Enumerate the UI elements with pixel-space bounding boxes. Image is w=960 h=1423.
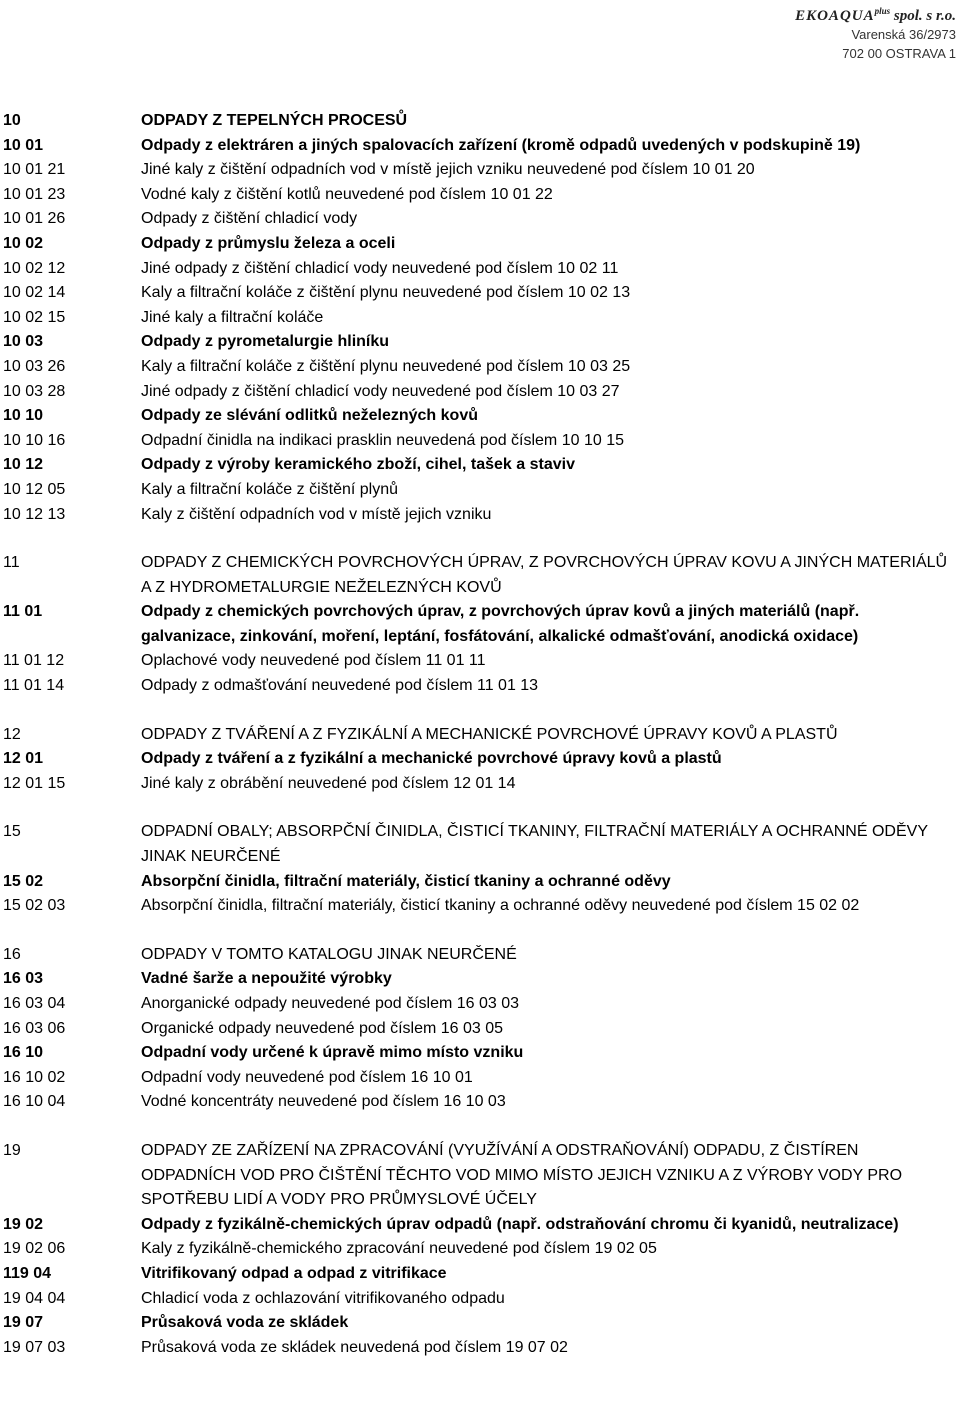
waste-description: Kaly z čištění odpadních vod v místě jejich vzniku bbox=[141, 505, 492, 523]
catalog-row bbox=[3, 281, 953, 306]
waste-code: 16 03 04 bbox=[3, 995, 66, 1012]
catalog-row bbox=[3, 1066, 953, 1091]
waste-code: 10 01 26 bbox=[3, 210, 66, 228]
waste-description: ODPADNÍ OBALY; ABSORPČNÍ ČINIDLA, ČISTICÍ TKANINY, FILTRAČNÍ MATERIÁLY A OCHRANNÉ ODĚVY JINAK NEURČENÉ bbox=[141, 823, 928, 866]
catalog-row bbox=[3, 894, 953, 919]
waste-description: Odpady z chemických povrchových úprav, z povrchových úprav kovů a jiných materiálů (např. galvanizace, zinkování, moření, leptání, fosfátování, alkalické odmašťování, anodická oxidace) bbox=[141, 603, 860, 645]
catalog-row bbox=[3, 503, 953, 528]
catalog-row bbox=[3, 747, 953, 772]
waste-description: Odpady z elektráren a jiných spalovacích zařízení (kromě odpadů uvedených v podskupině 19) bbox=[141, 136, 861, 154]
waste-description: Jiné kaly z obrábění neuvedené pod číslem 12 01 14 bbox=[141, 774, 516, 792]
catalog-row bbox=[3, 330, 953, 355]
waste-description: Chladicí voda z ochlazování vitrifikovaného odpadu bbox=[141, 1289, 505, 1307]
waste-description: Jiné odpady z čištění chladicí vody neuvedené pod číslem 10 03 27 bbox=[141, 382, 620, 400]
waste-description: Kaly a filtrační koláče z čištění plynů bbox=[141, 480, 399, 498]
catalog-row bbox=[3, 355, 953, 380]
address-street: Varenská 36/2973 bbox=[851, 27, 956, 42]
waste-code: 10 01 23 bbox=[3, 185, 66, 203]
waste-description: Odpady z průmyslu železa a oceli bbox=[141, 234, 396, 252]
waste-code: 10 12 05 bbox=[3, 480, 66, 498]
waste-code: 19 02 bbox=[3, 1215, 44, 1233]
catalog-row bbox=[3, 551, 953, 600]
waste-description: Oplachové vody neuvedené pod číslem 11 01 11 bbox=[141, 652, 486, 670]
waste-description: Odpady z výroby keramického zboží, cihel, tašek a staviv bbox=[141, 456, 575, 474]
waste-description: Průsaková voda ze skládek neuvedená pod číslem 19 07 02 bbox=[141, 1338, 568, 1356]
catalog-row bbox=[3, 404, 953, 429]
catalog-row bbox=[3, 1287, 953, 1312]
catalog-row bbox=[3, 478, 953, 503]
waste-description: Vodné kaly z čištění kotlů neuvedené pod číslem 10 01 22 bbox=[141, 185, 553, 203]
waste-description: Anorganické odpady neuvedené pod číslem 16 03 03 bbox=[141, 995, 520, 1012]
waste-code: 19 07 03 bbox=[3, 1338, 66, 1356]
waste-description: Odpadní vody určené k úpravě mimo místo vzniku bbox=[141, 1044, 524, 1062]
catalog-row bbox=[3, 1090, 953, 1115]
waste-description: Jiné kaly a filtrační koláče bbox=[141, 308, 324, 326]
catalog-row bbox=[3, 992, 953, 1017]
catalog-row bbox=[3, 1336, 953, 1361]
waste-code: 11 01 14 bbox=[3, 677, 65, 695]
waste-code: 10 01 21 bbox=[3, 161, 66, 179]
catalog-row bbox=[3, 1262, 953, 1287]
waste-code: 12 01 15 bbox=[3, 774, 66, 792]
waste-code: 19 bbox=[3, 1141, 21, 1159]
waste-code: 16 10 02 bbox=[3, 1068, 66, 1086]
waste-code: 12 01 bbox=[3, 750, 44, 768]
waste-catalog bbox=[3, 109, 953, 1384]
waste-code: 10 02 12 bbox=[3, 259, 66, 277]
document-header bbox=[795, 2, 956, 63]
catalog-row bbox=[3, 674, 953, 699]
waste-code: 19 07 bbox=[3, 1314, 44, 1332]
waste-code: 10 12 13 bbox=[3, 505, 66, 523]
catalog-row bbox=[3, 943, 953, 968]
catalog-row bbox=[3, 1213, 953, 1238]
waste-code: 19 02 06 bbox=[3, 1240, 66, 1258]
waste-description: ODPADY Z TEPELNÝCH PROCESŮ bbox=[141, 112, 408, 129]
waste-description: Vodné koncentráty neuvedené pod číslem 16 10 03 bbox=[141, 1093, 506, 1111]
waste-code: 11 01 12 bbox=[3, 652, 65, 670]
address-city: 702 00 OSTRAVA 1 bbox=[842, 46, 956, 61]
catalog-row bbox=[3, 649, 953, 674]
waste-code: 15 02 03 bbox=[3, 897, 66, 915]
waste-description: Odpady ze slévání odlitků neželezných kovů bbox=[141, 407, 478, 425]
catalog-row bbox=[3, 158, 953, 183]
waste-code: 10 02 bbox=[3, 234, 44, 252]
catalog-section bbox=[3, 820, 953, 918]
catalog-row bbox=[3, 109, 953, 134]
waste-description: ODPADY Z TVÁŘENÍ A Z FYZIKÁLNÍ A MECHANICKÉ POVRCHOVÉ ÚPRAVY KOVŮ A PLASTŮ bbox=[141, 725, 838, 743]
catalog-row bbox=[3, 967, 953, 992]
waste-code: 10 02 14 bbox=[3, 284, 66, 302]
waste-description: Vitrifikovaný odpad a odpad z vitrifikace bbox=[141, 1264, 447, 1282]
waste-description: Odpadní činidla na indikaci prasklin neuvedená pod číslem 10 10 15 bbox=[141, 431, 624, 449]
waste-code: 119 04 bbox=[3, 1264, 52, 1282]
waste-description: Vadné šarže a nepoužité výrobky bbox=[141, 970, 392, 988]
catalog-row bbox=[3, 134, 953, 159]
waste-description: Jiné kaly z čištění odpadních vod v místě jejich vzniku neuvedené pod číslem 10 01 20 bbox=[141, 161, 755, 179]
waste-description: Absorpční činidla, filtrační materiály, čisticí tkaniny a ochranné oděvy neuvedené pod číslem 15 02 02 bbox=[141, 897, 860, 915]
waste-description: Odpady z odmašťování neuvedené pod číslem 11 01 13 bbox=[141, 677, 539, 695]
catalog-row bbox=[3, 1017, 953, 1042]
waste-code: 10 03 bbox=[3, 333, 44, 351]
catalog-row bbox=[3, 600, 953, 649]
catalog-row bbox=[3, 257, 953, 282]
company-name: EKOAQUA bbox=[795, 8, 875, 24]
waste-description: Průsaková voda ze skládek bbox=[141, 1314, 349, 1332]
catalog-section bbox=[3, 551, 953, 699]
waste-code: 19 04 04 bbox=[3, 1289, 66, 1307]
waste-code: 16 10 04 bbox=[3, 1093, 66, 1111]
catalog-row bbox=[3, 429, 953, 454]
waste-description: Odpady z tváření a z fyzikální a mechanické povrchové úpravy kovů a plastů bbox=[141, 750, 722, 768]
company-suffix: spol. s r.o. bbox=[893, 8, 956, 24]
waste-code: 16 03 06 bbox=[3, 1019, 66, 1037]
waste-description: Organické odpady neuvedené pod číslem 16 03 05 bbox=[141, 1019, 504, 1037]
waste-code: 16 10 bbox=[3, 1044, 44, 1062]
catalog-row bbox=[3, 723, 953, 748]
waste-code: 10 bbox=[3, 112, 21, 129]
waste-code: 10 12 bbox=[3, 456, 44, 474]
catalog-row bbox=[3, 207, 953, 232]
catalog-section bbox=[3, 943, 953, 1115]
catalog-row bbox=[3, 183, 953, 208]
waste-description: Jiné odpady z čištění chladicí vody neuvedené pod číslem 10 02 11 bbox=[141, 259, 619, 277]
catalog-section bbox=[3, 109, 953, 527]
waste-code: 16 bbox=[3, 945, 21, 963]
catalog-row bbox=[3, 453, 953, 478]
waste-description: Odpady z čištění chladicí vody bbox=[141, 210, 358, 228]
waste-code: 11 01 bbox=[3, 603, 43, 621]
waste-code: 16 03 bbox=[3, 970, 44, 988]
waste-description: Odpady z pyrometalurgie hliníku bbox=[141, 333, 390, 351]
catalog-row bbox=[3, 820, 953, 869]
waste-code: 10 02 15 bbox=[3, 308, 66, 326]
waste-description: Odpady z fyzikálně-chemických úprav odpadů (např. odstraňování chromu či kyanidů, neutralizace) bbox=[141, 1215, 899, 1233]
waste-code: 10 01 bbox=[3, 136, 44, 154]
waste-description: Odpadní vody neuvedené pod číslem 16 10 01 bbox=[141, 1068, 473, 1086]
catalog-row bbox=[3, 1311, 953, 1336]
waste-code: 10 03 28 bbox=[3, 382, 66, 400]
catalog-row bbox=[3, 1237, 953, 1262]
catalog-row bbox=[3, 306, 953, 331]
company-logo bbox=[795, 2, 956, 25]
waste-description: Kaly a filtrační koláče z čištění plynu neuvedené pod číslem 10 03 25 bbox=[141, 357, 631, 375]
waste-description: ODPADY ZE ZAŘÍZENÍ NA ZPRACOVÁNÍ (VYUŽÍVÁNÍ A ODSTRAŇOVÁNÍ) ODPADU, Z ČISTÍREN ODPADNÍCH VOD PRO ČIŠTĚNÍ TĚCHTO VOD MIMO MÍSTO JEJICH VZNIKU A Z VÝROBY VODY PRO SPOTŘEBU LIDÍ A VODY PRO PRŮMYSLOVÉ ÚČELY bbox=[141, 1141, 903, 1209]
company-sup: plus bbox=[874, 6, 891, 16]
waste-description: Kaly z fyzikálně-chemického zpracování neuvedené pod číslem 19 02 05 bbox=[141, 1240, 657, 1258]
waste-description: Kaly a filtrační koláče z čištění plynu neuvedené pod číslem 10 02 13 bbox=[141, 284, 631, 302]
waste-code: 10 03 26 bbox=[3, 357, 66, 375]
waste-description: ODPADY V TOMTO KATALOGU JINAK NEURČENÉ bbox=[141, 945, 517, 963]
waste-code: 10 10 16 bbox=[3, 431, 66, 449]
catalog-section bbox=[3, 723, 953, 797]
catalog-row bbox=[3, 232, 953, 257]
catalog-row bbox=[3, 1139, 953, 1213]
catalog-row bbox=[3, 1041, 953, 1066]
waste-code: 10 10 bbox=[3, 407, 44, 425]
catalog-section bbox=[3, 1139, 953, 1360]
waste-description: Absorpční činidla, filtrační materiály, čisticí tkaniny a ochranné oděvy bbox=[141, 872, 671, 890]
catalog-row bbox=[3, 380, 953, 405]
waste-code: 15 02 bbox=[3, 872, 44, 890]
waste-description: ODPADY Z CHEMICKÝCH POVRCHOVÝCH ÚPRAV, Z POVRCHOVÝCH ÚPRAV KOVU A JINÝCH MATERIÁLŮ A Z HYDROMETALURGIE NEŽELEZNÝCH KOVŮ bbox=[141, 554, 948, 596]
catalog-row bbox=[3, 772, 953, 797]
waste-code: 12 bbox=[3, 725, 21, 743]
waste-code: 11 bbox=[3, 554, 20, 572]
waste-code: 15 bbox=[3, 823, 21, 841]
catalog-row bbox=[3, 870, 953, 895]
